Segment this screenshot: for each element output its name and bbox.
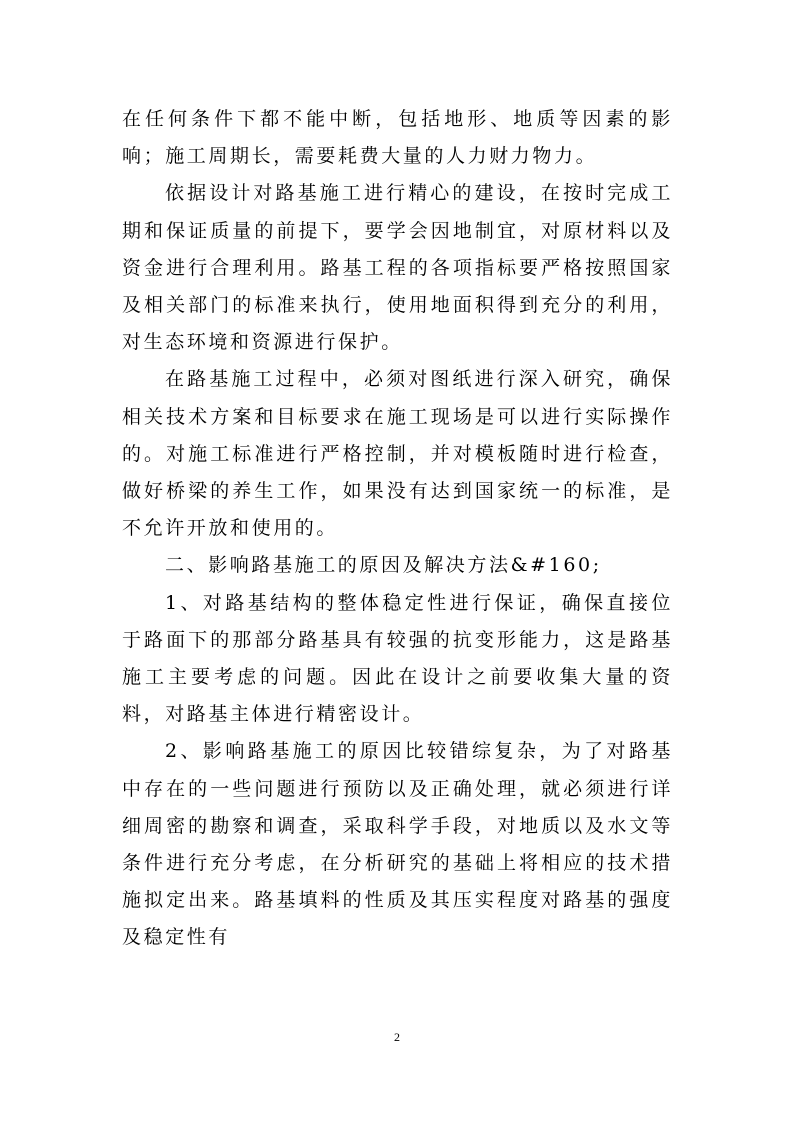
section-heading: 二、影响路基施工的原因及解决方法&#160;	[165, 554, 602, 577]
paragraph-2: 依据设计对路基施工进行精心的建设，在按时完成工期和保证质量的前提下，要学会因地制宜，对原材料以及资金进行合理利用。路基工程的各项指标要严格按照国家及相关部门的标准来执行，使用地面积得到充分的利用，对生态环境和资源进行保护。	[122, 182, 673, 354]
paragraph-3: 在路基施工过程中，必须对图纸进行深入研究，确保相关技术方案和目标要求在施工现场是可以进行实际操作的。对施工标准进行严格控制，并对模板随时进行检查，做好桥梁的养生工作，如果没有达到国家统一的标准，是不允许开放和使用的。	[122, 368, 673, 540]
body-text	[122, 101, 673, 957]
paragraph-1: 在任何条件下都不能中断，包括地形、地质等因素的影响；施工周期长，需要耗费大量的人力财力物力。	[122, 108, 673, 168]
paragraph-5: 1、对路基结构的整体稳定性进行保证，确保直接位于路面下的那部分路基具有较强的抗变形能力，这是路基施工主要考虑的问题。因此在设计之前要收集大量的资料，对路基主体进行精密设计。	[122, 591, 673, 726]
page-number: 2	[394, 1030, 400, 1044]
paragraph-6: 2、影响路基施工的原因比较错综复杂，为了对路基中存在的一些问题进行预防以及正确处理，就必须进行详细周密的勘察和调查，采取科学手段，对地质以及水文等条件进行充分考虑，在分析研究的基础上将相应的技术措施拟定出来。路基填料的性质及其压实程度对路基的强度及稳定性有	[122, 740, 673, 949]
